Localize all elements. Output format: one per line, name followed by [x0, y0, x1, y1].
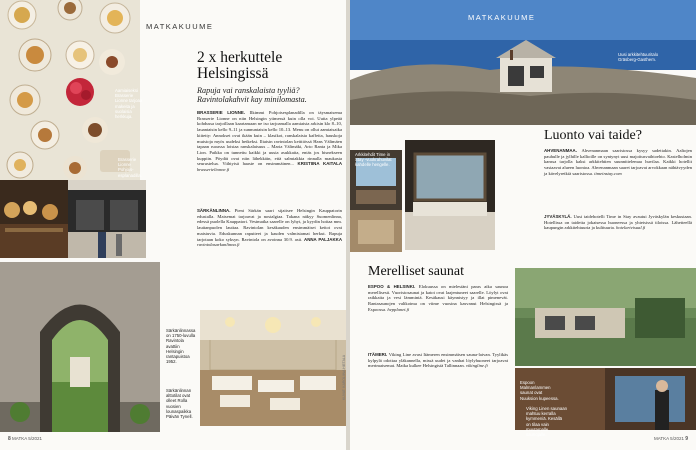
- caption-espoo-sauna: Espoon Malmanlammen saunat ovat Nuuksion kupeessa.: [520, 380, 559, 401]
- itameri-url[interactable]: vikingline.fi: [465, 363, 488, 369]
- caption-breakfast: Aamiaiseksi Brasserie Lionne tarjoaa makeita ja suolaisia herkkuja.: [115, 88, 143, 120]
- itameri-article: [368, 352, 508, 369]
- right-page-number: 9: [685, 436, 688, 442]
- left-folio: [8, 436, 42, 442]
- sarkanlinna-url[interactable]: ravintolasarkanlinna.fi: [197, 242, 240, 248]
- luonto-heading: Luonto vai taide?: [544, 128, 642, 143]
- left-page: [0, 0, 346, 450]
- sarkanlinna-credit: ANNA PALJAKKA: [304, 236, 342, 242]
- sarkanlinna-body: Pieni Särkän saari sijaitsee Helsingin Kauppatorin edustalla. Maisemat tarjoavat ja nostalgiaa. Takana näkyy Suomenlinna, edessä puolella Kauppatori. Vesimatka saarelle on lyhyt, ja kyydin hoitaa mm. lauttanpuolen lauttaa. Ravintolan kesäkauden ensimmäiset keitot ovat maistuvia. Eduskunnan raputteet ja kauden valmistamat herkut. Rapuja tarjotaan koko syksyn. Ravintola on avoinna 30.9. asti.: [197, 208, 342, 242]
- caption-sarkanlinna-a: Särkänlinnassa on 1750-luvulla Ravintola avattiin Helsingin rantapuistoa 1952.: [166, 328, 196, 365]
- ahvenanmaa-url[interactable]: timeinstay.com: [594, 170, 622, 176]
- brasserie-article: [197, 110, 342, 173]
- brasserie-body: Ilkimmi Pohjoisesplanadilla on täysmaisema Brasserie Lionne on niin Helsingin ytimessä kuin olla voi. Uutta ylpeää kohdussa tarjoillaan kaartamaan ne iso tarjoamalla aamiaista arkisin klo 8–10, lauantaisin kello 9–11 ja sunnuntaisin kello 10–13. Menu on ollut aamiaisaika kiitetty: Annokset ovat ikään kuin – klasikot, ranskalaisia kaffeita, hauskoja muistoja myös uudeksi hetkeksi. Iltaisin ravintolan keittiössä Hans Välimäen tapaan ruoassa loistaa ranskalaisuus – Maria Välimäki, Arto Ranta ja Mika Lion. Paikka on tunnettu kaikki ja uusia asukkaita, entäs jos bisnekseen kuppiin. Pöydät ovat niin lähekkäin, että salmiakkia rinnalla maukasta seurustelua. Viihtyisä haaste on ensimmäinen...: [197, 110, 342, 167]
- dining-room-photo: [200, 310, 346, 426]
- jyvaskyla-body: Uusi taidehotelli Time in Stay avautui Jyväskylän keskustaan. Hotellissa on taidetta jokaisessa huoneessa ja yhteisissä tiloissa. Lähetteellä kaupungin arkkitehtuuria ja kulttuuria.: [544, 214, 692, 231]
- caption-brasserie-exterior: Brasserie Lionne Pohjois-esplanadilla.: [118, 157, 142, 178]
- caption-viking-sauna: Viking Linen saunaan mahtuu kerralla kymmeniä. Kesällä on tilaa vain muutamalle saunojalle.: [526, 406, 568, 438]
- jyvaskyla-heading: JYVÄSKYLÄ.: [544, 214, 574, 219]
- bedroom-photo: [405, 140, 495, 250]
- right-page: [350, 0, 696, 450]
- espoo-article: [368, 284, 508, 313]
- ahvenanmaa-article: [544, 148, 692, 177]
- arch-courtyard-photo: [0, 262, 160, 432]
- section-label: MATKAKUUME: [468, 13, 536, 22]
- caption-sarkanlinna-b: Särkänlinnan alttotilat ovat olleet Rolla vuosien lounaspaikka Päivän Tynell.: [166, 388, 193, 420]
- title-line-2: Helsingissä: [197, 65, 269, 82]
- left-page-number: 8: [8, 436, 11, 442]
- jyvaskyla-article: [544, 214, 692, 231]
- lobby-photo: [350, 210, 402, 252]
- photo-credit: KUVAT: KAROLIINA HIETALA: [342, 354, 346, 400]
- caption-cabin: Uusi arkkitehtuuritalo Gräsberg-Gasthem.: [618, 52, 659, 63]
- espoo-heading: ESPOO & HELSINKI.: [368, 284, 419, 289]
- ahvenanmaa-body: Ahvenanmaan saaristossa kysyy sadettakin. Aaltojen pauhulle ja jylhille kallioille on syntynyt uusi majoitusvaihtoehto. Kastelholmin kanssa tarjolla kaksi arkkitehtien suunnittelemaa huvilaa. Kaikki hotellit vastaavat alueen luontoa. Ahvenanmaan saaret tarjoavat arvokkaan nähtävyyden ja kävelyretkiä saaristossa.: [544, 148, 692, 176]
- brasserie-url[interactable]: brasserielionne.fi: [197, 167, 230, 173]
- sarkanlinna-heading: SÄRKÄNLINNA.: [197, 208, 235, 213]
- brasserie-credit: KRISTIINA KAITALA: [297, 161, 342, 167]
- espoo-url[interactable]: hepplanet.fi: [387, 306, 410, 312]
- brasserie-heading: BRASSERIE LIONNE.: [197, 110, 250, 115]
- espoo-body: Elokuussa on mielestäni paras aika saunoa merellisesti. Vuoristosaunat ja katot ovat laajentuneet saarelle. Löylyt ovat raikkaita ja vesi lämmintä. Kesäkausi käynnistyy ja illat pimenevät. Rantasaunojen valikoima on viime vuosina kasvanut Helsingissä ja Espoossa.: [368, 284, 508, 312]
- brasserie-facade-photo: [68, 180, 146, 258]
- caption-interior: Arkkitehdit Time in Stay -vuokrahuvilat kahdelle hengelle.: [355, 152, 392, 168]
- article-title: [197, 50, 342, 82]
- saunat-heading: Merelliset saunat: [368, 264, 465, 279]
- bar-interior-photo: [0, 180, 68, 258]
- itameri-heading: ITÄMERI.: [368, 352, 389, 357]
- right-magazine-issue: MATKA 5/2021: [654, 436, 684, 441]
- title-line-1: 2 x herkuttele: [197, 49, 283, 66]
- left-magazine-issue: MATKA 5/2021: [12, 436, 42, 441]
- section-label: MATKAKUUME: [146, 22, 214, 31]
- right-folio: [654, 436, 688, 442]
- sarkanlinna-article: [197, 208, 342, 248]
- article-lead: Rapuja vai ranskalaista tyyliä? Ravintolakahvit kay minilomasta.: [197, 86, 307, 105]
- lakeside-sauna-photo: [515, 268, 696, 366]
- ahvenanmaa-heading: AHVENANMAA.: [544, 148, 582, 153]
- itameri-body: Viking Line avasi Itämeren ensimmäisen sauna-laivan. Tyylikäs kylpylä odottaa yläkannella, missä uudet ja vanhat löylyhuoneet tarjoavat merimaisemat. Matka kulkee Helsingistä Tallinnaan.: [368, 352, 508, 369]
- jyvaskyla-url[interactable]: hotelartvisual.fi: [616, 225, 646, 231]
